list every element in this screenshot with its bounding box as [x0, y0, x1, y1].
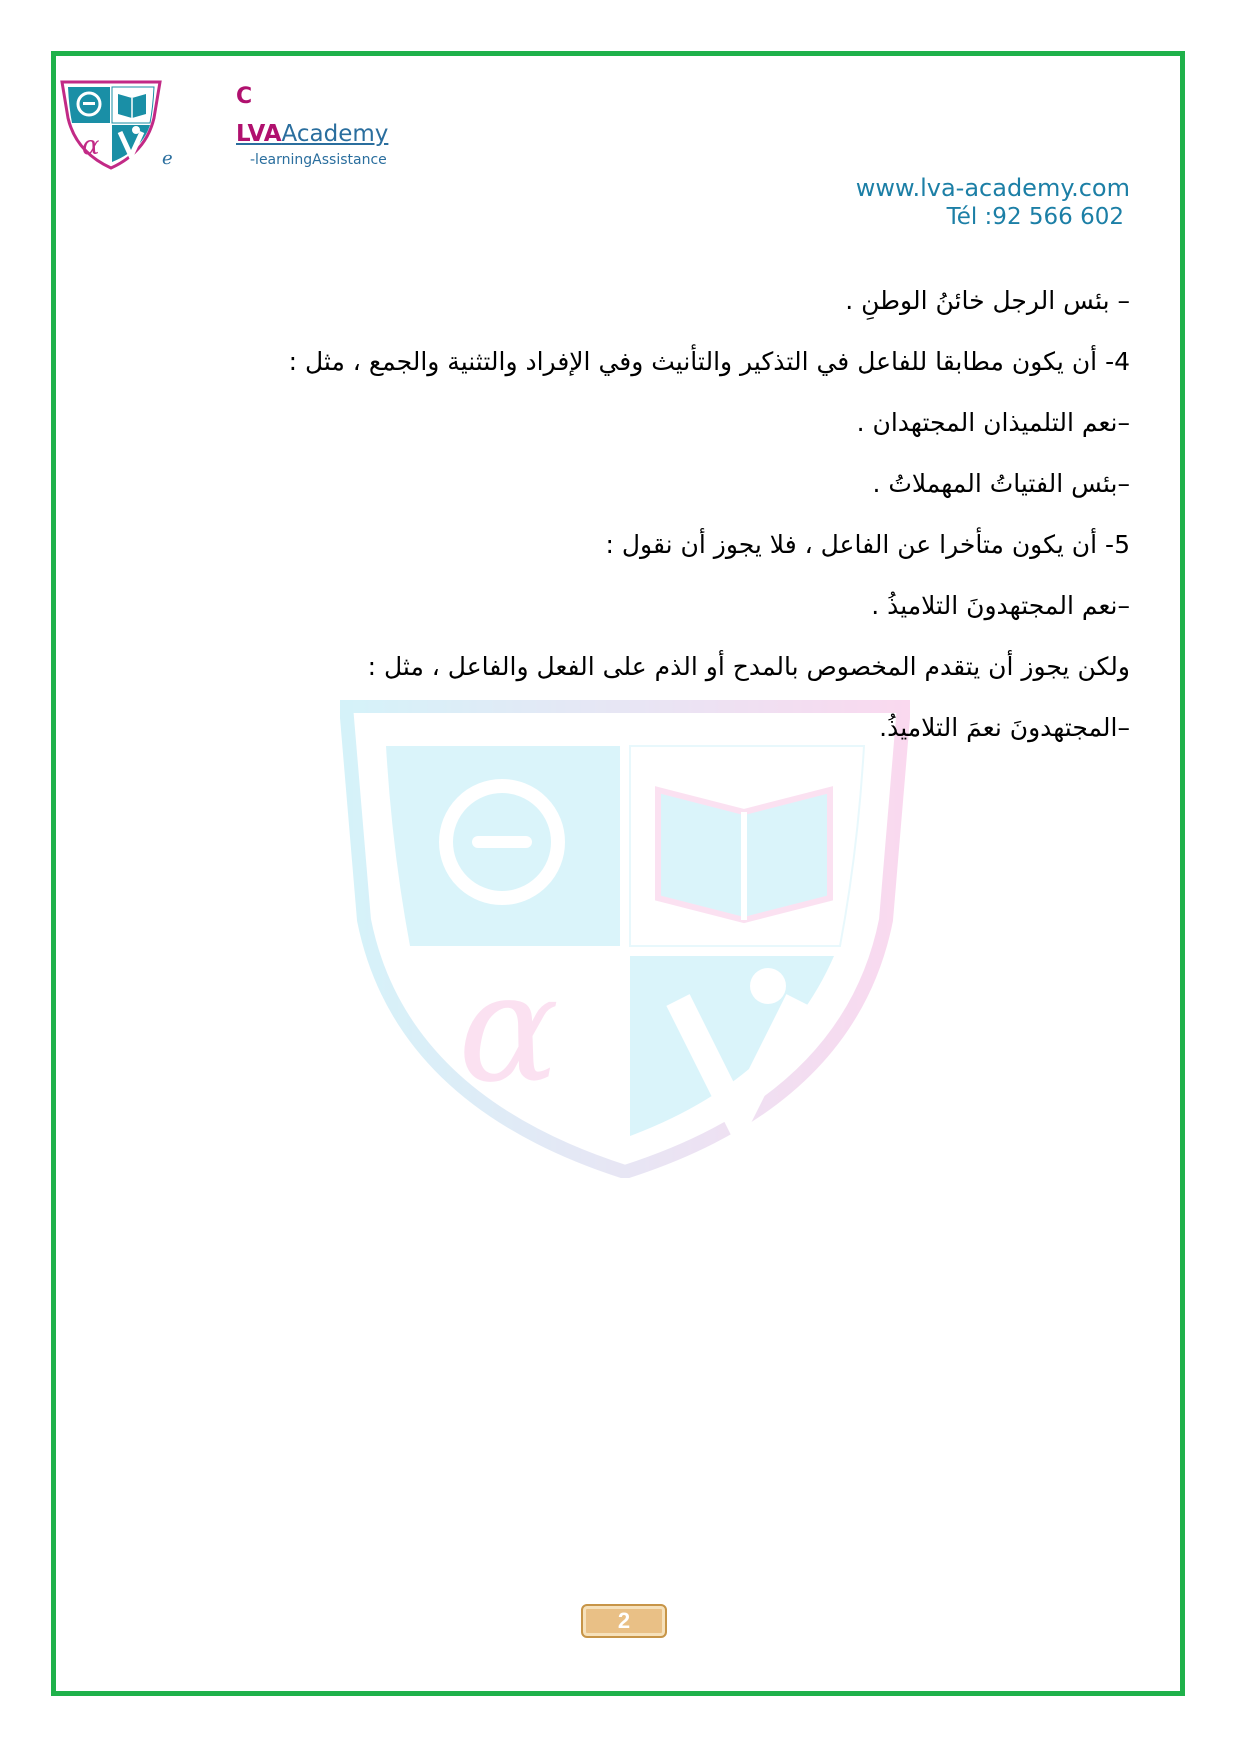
page-number-badge: 2: [581, 1604, 667, 1638]
content-line: 4- أن يكون مطابقا للفاعل في التذكير والتأنيث وفي الإفراد والتثنية والجمع ، مثل :: [288, 347, 1130, 376]
phone-number: Tél :92 566 602: [946, 204, 1124, 230]
content-line: –بئس الفتياتُ المهملاتُ .: [872, 469, 1130, 498]
content-line: ولكن يجوز أن يتقدم المخصوص بالمدح أو الذم على الفعل والفاعل ، مثل :: [367, 652, 1130, 681]
content-line: –المجتهدونَ نعمَ التلاميذُ.: [879, 713, 1130, 742]
brand-letter: C: [236, 84, 253, 109]
brand-academy: Academy: [281, 121, 389, 147]
content-line: – بئس الرجل خائنُ الوطنِ .: [845, 286, 1130, 315]
contact-block: [856, 173, 1130, 231]
content-line: –نعم التلميذان المجتهدان .: [856, 408, 1130, 437]
brand-lva: LVA: [236, 121, 282, 147]
shield-watermark: [340, 700, 910, 1178]
svg-text:α: α: [458, 942, 560, 1116]
website-link[interactable]: www.lva-academy.com: [855, 174, 1130, 202]
content-line: –نعم المجتهدونَ التلاميذُ .: [871, 591, 1130, 620]
logo-e-mark: e: [162, 148, 173, 169]
brand-block: [236, 84, 388, 168]
academy-shield-logo: [58, 78, 164, 170]
brand-tagline: -learningAssistance: [250, 152, 387, 168]
grammar-content: [230, 278, 1130, 766]
brand-name[interactable]: [236, 120, 388, 148]
content-line: 5- أن يكون متأخرا عن الفاعل ، فلا يجوز أن نقول :: [605, 530, 1130, 559]
svg-text:α: α: [82, 131, 100, 161]
